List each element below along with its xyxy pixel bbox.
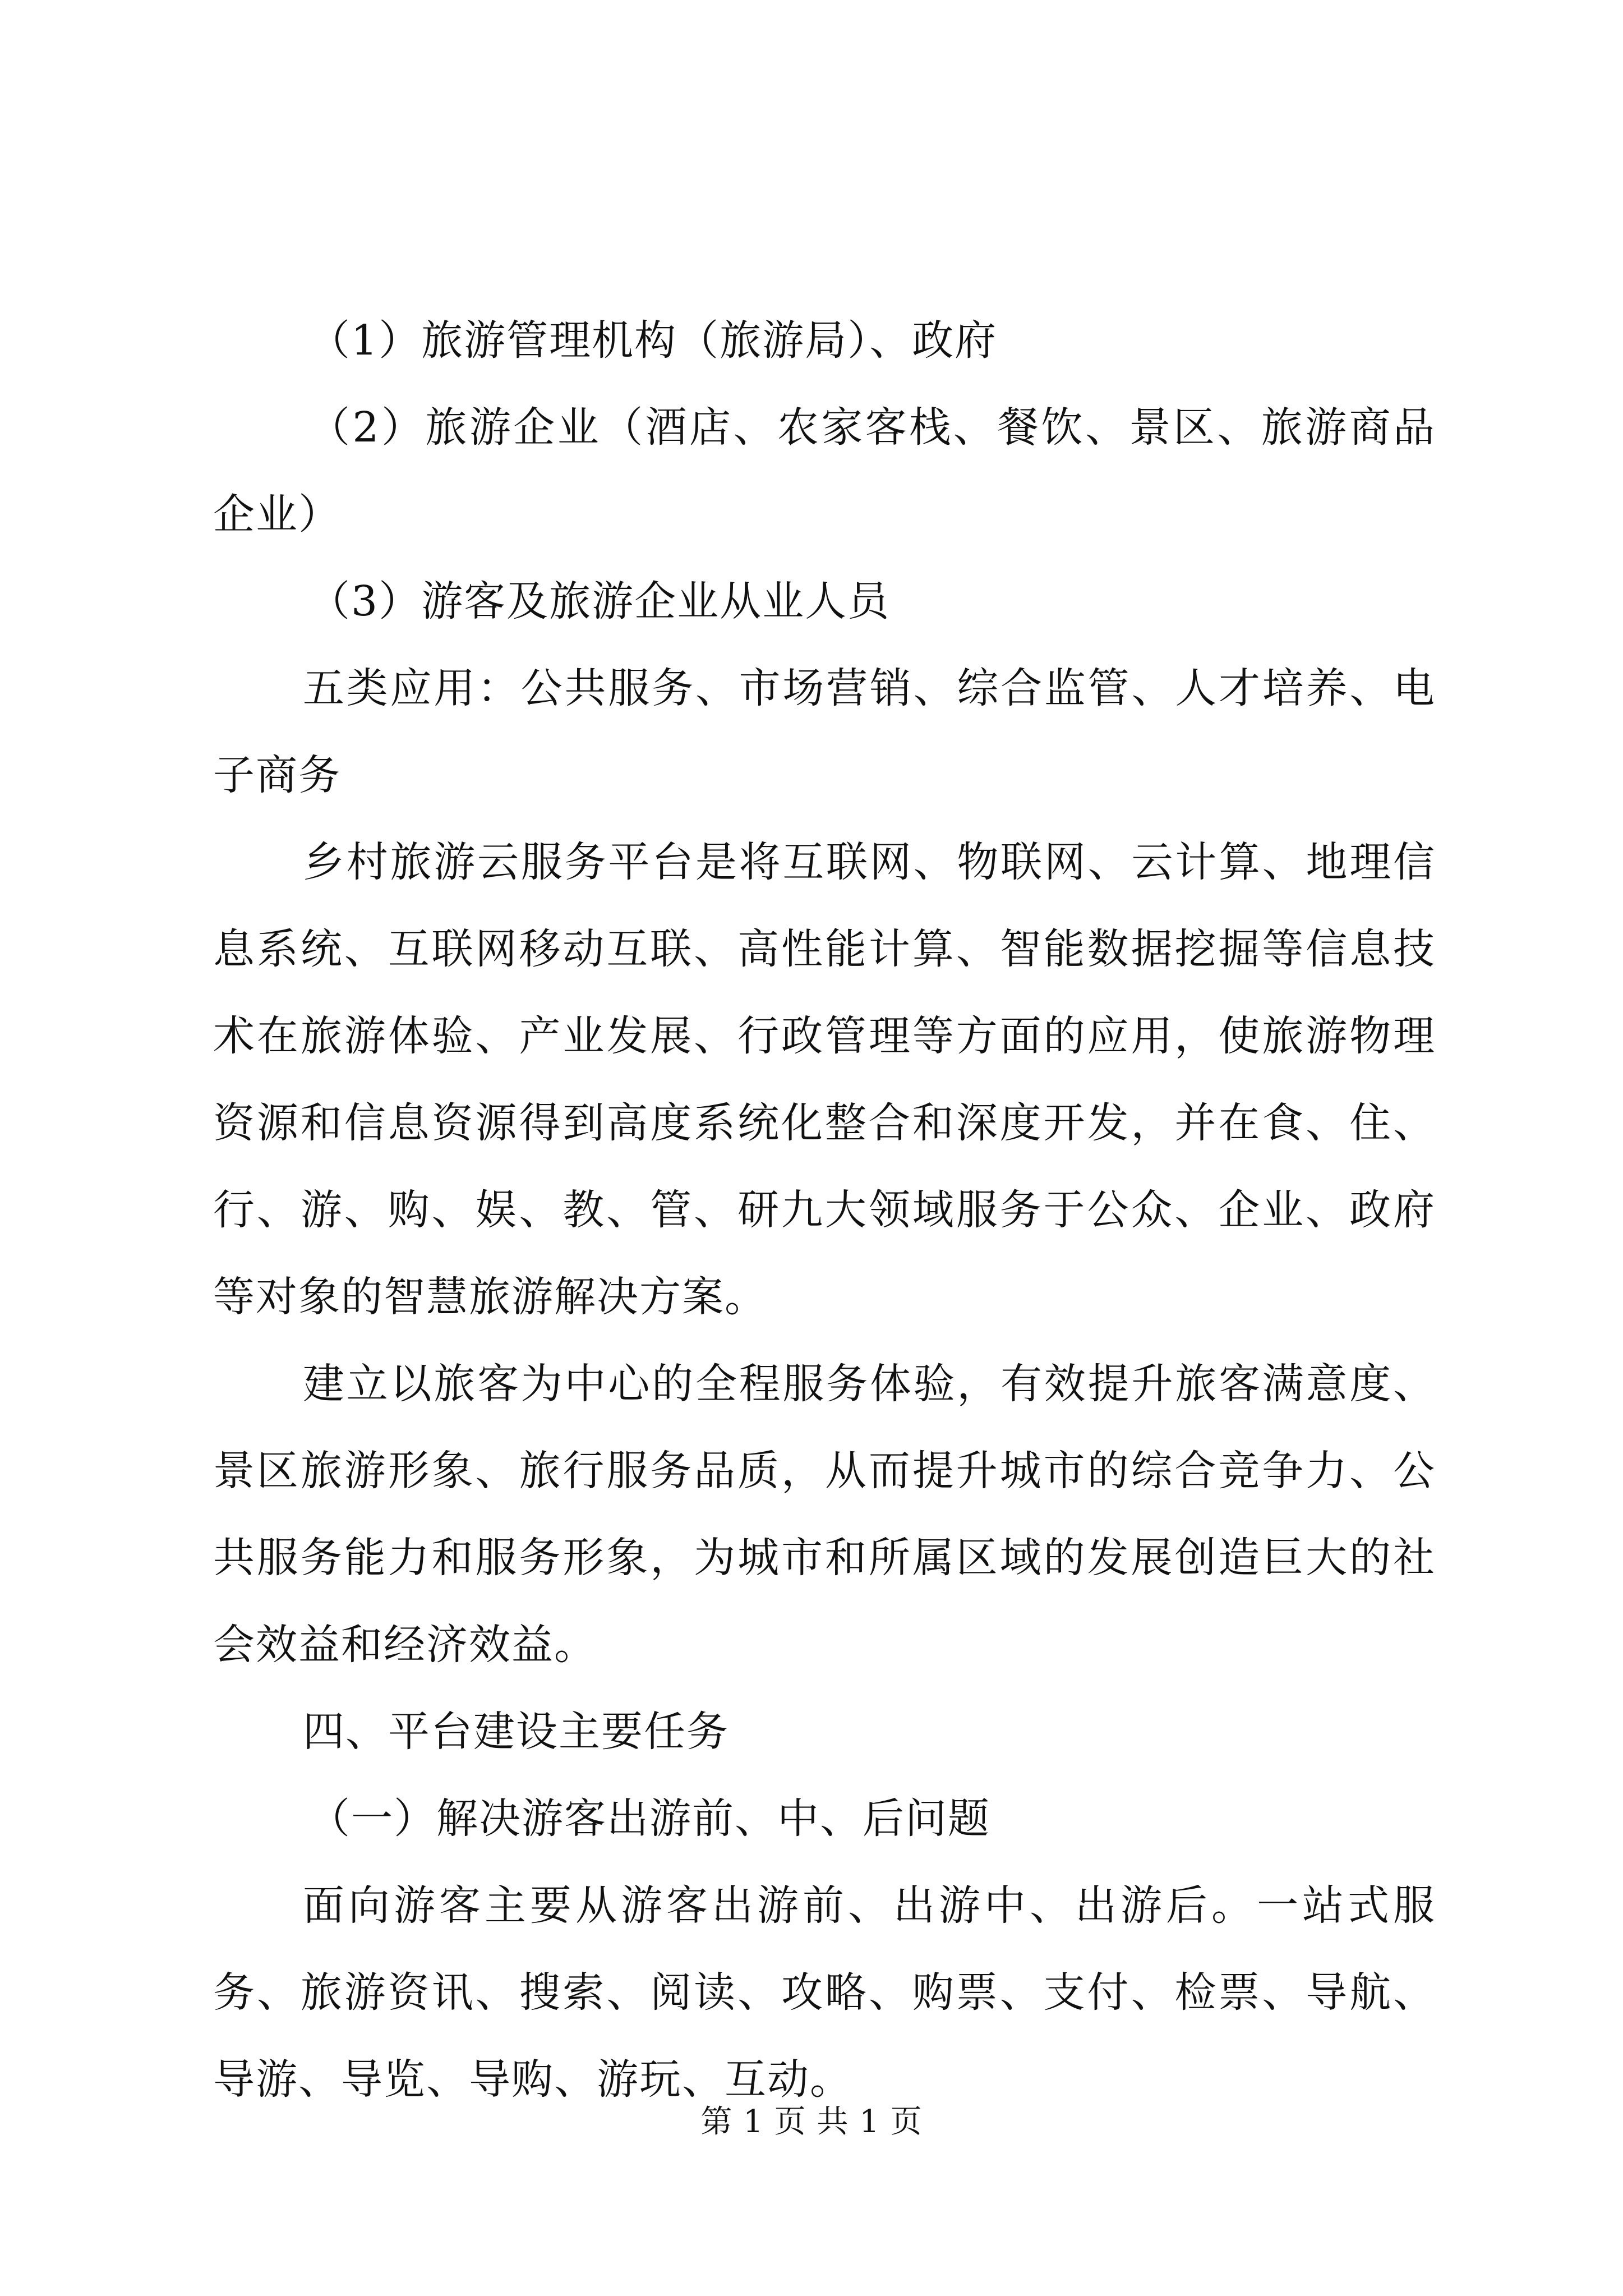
paragraph-list-item-2: （2）旅游企业（酒店、农家客栈、餐饮、景区、旅游商品企业）: [213, 403, 1436, 539]
paragraph-service-experience: 建立以旅客为中心的全程服务体验，有效提升旅客满意度、景区旅游形象、旅行服务品质，从而提升城市的综合竞争力、公共服务能力和服务形象，为城市和所属区域的发展创造巨大的社会效益和经济效益。: [213, 1360, 1436, 1669]
paragraph-list-item-3: （3）游客及旅游企业从业人员: [308, 577, 891, 625]
paragraph-platform-description: 乡村旅游云服务平台是将互联网、物联网、云计算、地理信息系统、互联网移动互联、高性能计算、智能数据挖掘等信息技术在旅游体验、产业发展、行政管理等方面的应用，使旅游物理资源和信息资源得到高度系统化整合和深度开发，并在食、住、行、游、购、娱、教、管、研九大领域服务于公众、企业、政府等对象的智慧旅游解决方案。: [213, 838, 1436, 1321]
paragraph-five-applications: 五类应用：公共服务、市场营销、综合监管、人才培养、电子商务: [213, 664, 1436, 799]
document-body: [213, 297, 1436, 2123]
section-heading-main-tasks: 四、平台建设主要任务: [303, 1708, 729, 1756]
page-number-footer: 第 1 页 共 1 页: [700, 2104, 923, 2140]
subsection-heading-tourist-issues: （一）解决游客出游前、中、后问题: [308, 1795, 990, 1843]
paragraph-tourist-services: 面向游客主要从游客出游前、出游中、出游后。一站式服务、旅游资讯、搜索、阅读、攻略、购票、支付、检票、导航、导游、导览、导购、游玩、互动。: [213, 1881, 1436, 2104]
paragraph-list-item-1: （1）旅游管理机构（旅游局）、政府: [308, 316, 998, 365]
